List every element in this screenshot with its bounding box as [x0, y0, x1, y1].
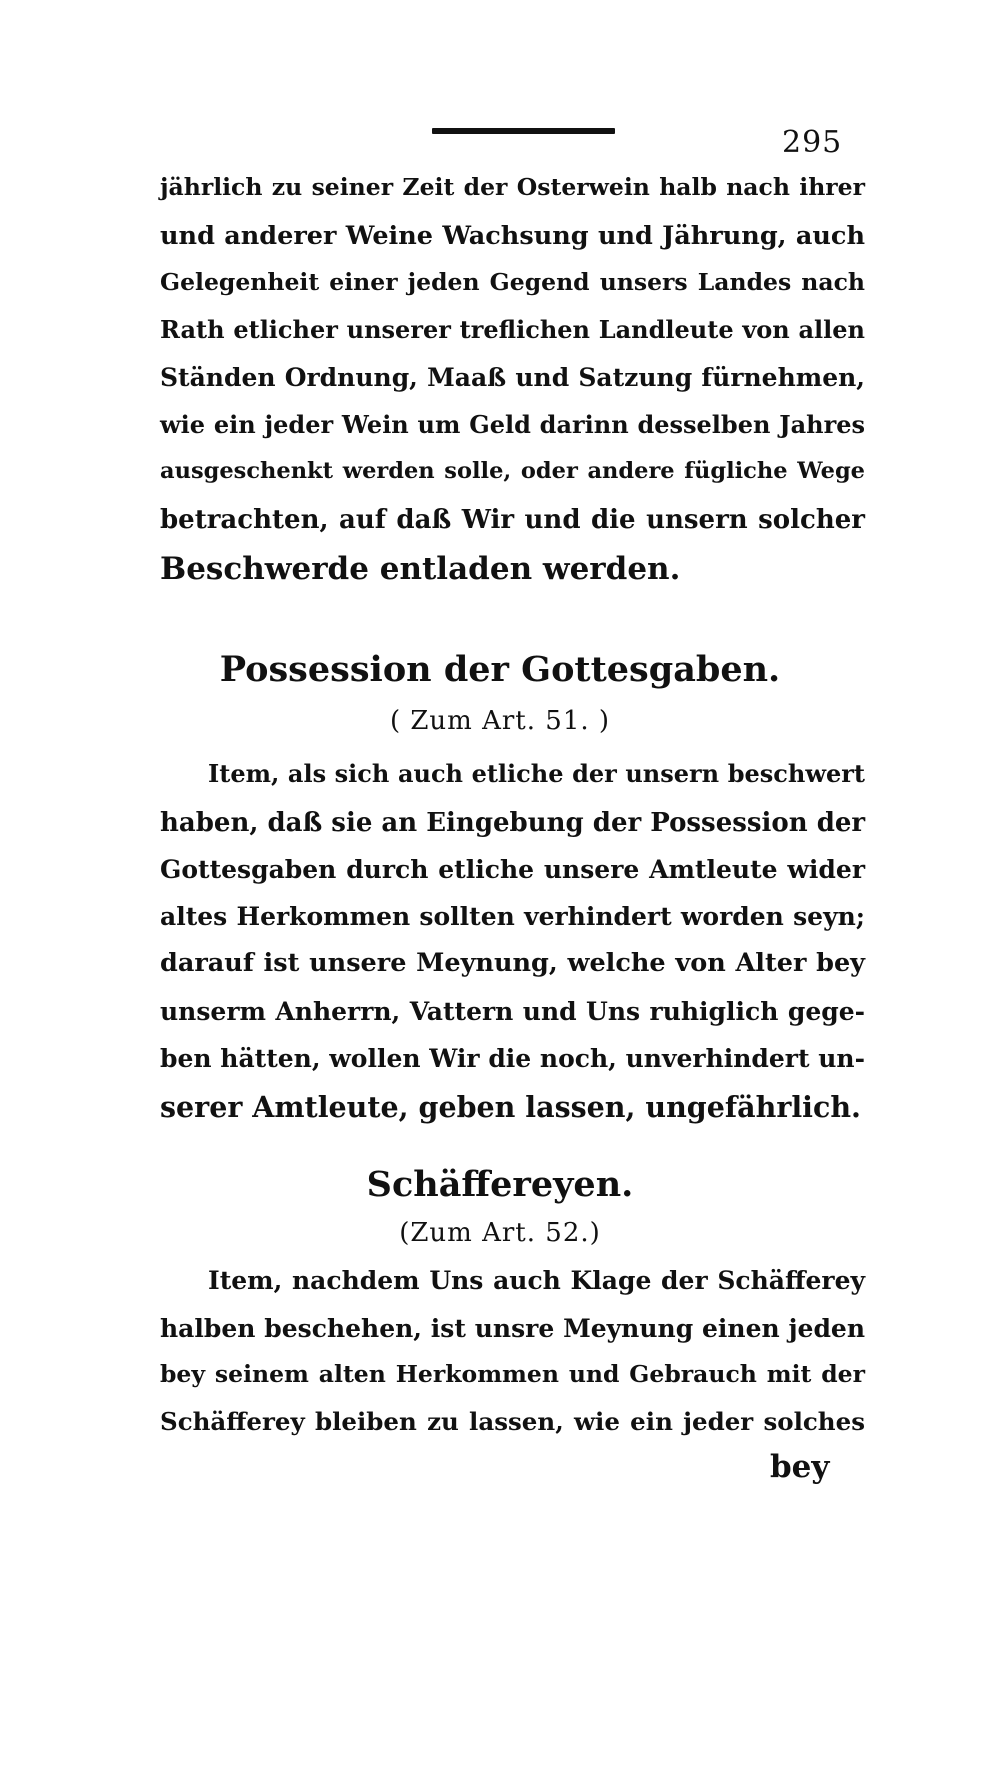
text-line: halben beschehen, ist unsre Meynung einen jeden [160, 1314, 865, 1343]
article-reference: (Zum Art. 52.) [399, 1218, 601, 1248]
text-line: wie ein jeder Wein um Geld darinn desselben Jahres [160, 410, 865, 439]
text-line: Item, als sich auch etliche der unsern beschwert [208, 759, 865, 788]
text-line: betrachten, auf daß Wir und die unsern solcher [160, 505, 865, 535]
text-line: unserm Anherrn, Vattern und Uns ruhiglich gege- [160, 997, 865, 1026]
text-line: Ständen Ordnung, Maaß und Satzung fürnehmen, [160, 363, 865, 392]
text-line: Schäfferey bleiben zu lassen, wie ein jeder solches [160, 1407, 865, 1436]
text-line: Gottesgaben durch etliche unsere Amtleute wider [160, 855, 865, 884]
text-line: ausgeschenkt werden solle, oder andere fügliche Wege [160, 458, 865, 484]
text-line: Beschwerde entladen werden. [160, 551, 681, 587]
text-line: ben hätten, wollen Wir die noch, unverhindert un- [160, 1044, 865, 1073]
text-line: altes Herkommen sollten verhindert worden seyn; [160, 902, 865, 931]
header-rule [432, 128, 615, 134]
article-reference: ( Zum Art. 51. ) [389, 706, 611, 736]
text-line: Rath etlicher unserer treflichen Landleute von allen [160, 315, 865, 344]
text-line: Item, nachdem Uns auch Klage der Schäfferey [208, 1266, 865, 1295]
section-title-schaeffereyen: Schäffereyen. [366, 1164, 634, 1205]
text-line: jährlich zu seiner Zeit der Osterwein halb nach ihrer [160, 173, 865, 201]
text-line: bey seinem alten Herkommen und Gebrauch mit der [160, 1360, 865, 1388]
section-title-possession: Possession der Gottesgaben. [219, 649, 781, 690]
text-line: haben, daß sie an Eingebung der Possession der [160, 808, 866, 838]
text-line: Gelegenheit einer jeden Gegend unsers Landes nach [160, 268, 865, 296]
page-number: 295 [782, 125, 843, 160]
text-line: und anderer Weine Wachsung und Jährung, auch [160, 221, 865, 251]
text-line: serer Amtleute, geben lassen, ungefährlich. [160, 1090, 861, 1124]
catchword: bey [770, 1449, 830, 1485]
text-line: darauf ist unsere Meynung, welche von Alter bey [160, 948, 865, 978]
